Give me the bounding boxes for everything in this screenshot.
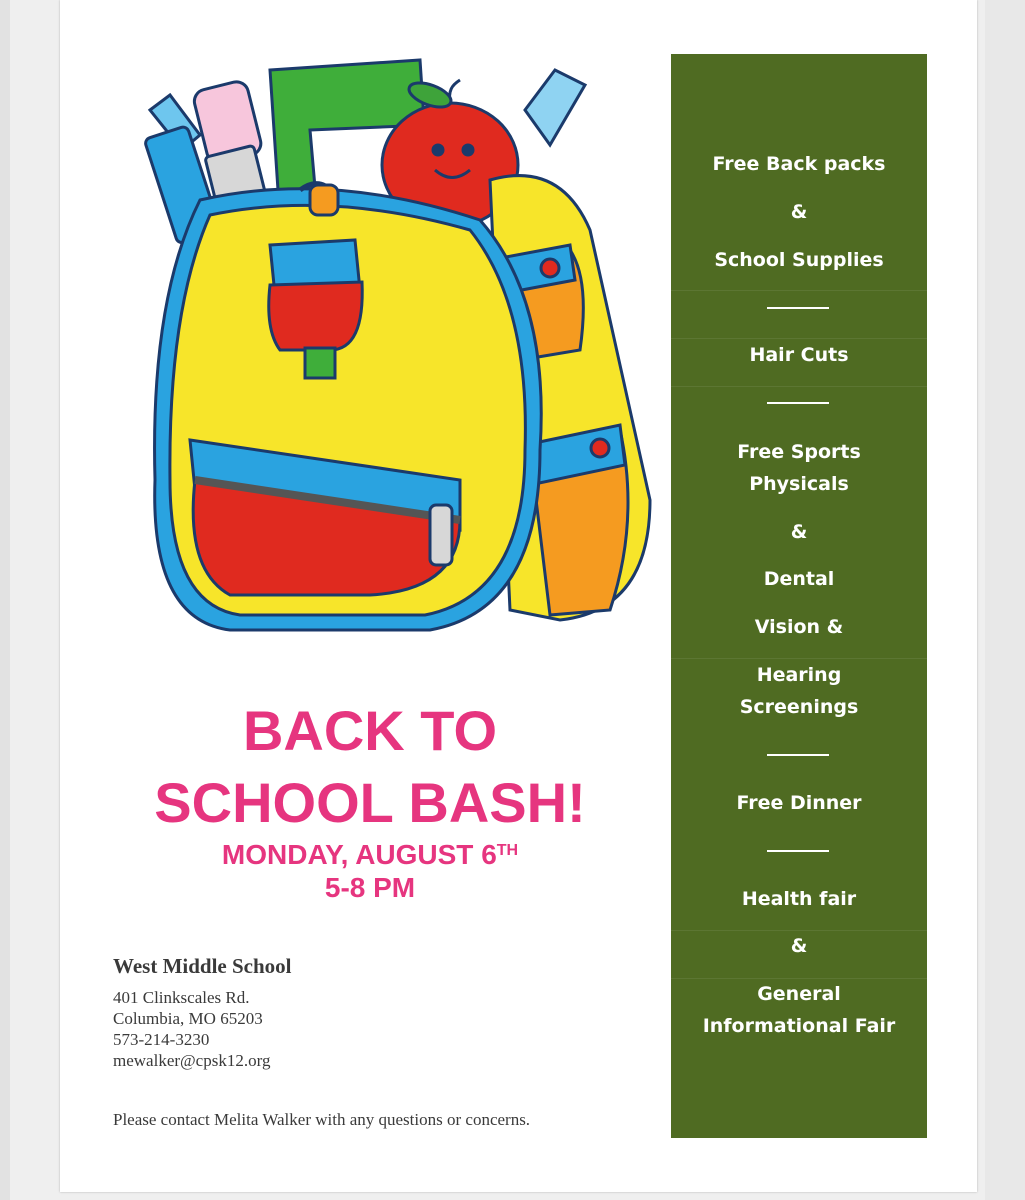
event-date-text: MONDAY, AUGUST 6 — [221, 839, 497, 870]
venue-info — [113, 953, 613, 1071]
offerings-panel — [671, 54, 927, 1138]
offering-health-fair: Health fair — [741, 888, 857, 910]
panel-divider — [671, 978, 927, 979]
section-rule — [767, 754, 829, 756]
section-rule — [767, 307, 829, 309]
backpack-illustration — [130, 50, 670, 650]
offering-hearing-2: Screenings — [739, 696, 859, 718]
ruler — [525, 70, 585, 145]
venue-address-line-2: Columbia, MO 65203 — [113, 1009, 263, 1028]
panel-divider — [671, 338, 927, 339]
panel-divider — [671, 658, 927, 659]
contact-note: Please contact Melita Walker with any questions or concerns. — [113, 1110, 531, 1129]
headline-line-2: SCHOOL BASH! — [154, 771, 586, 834]
offering-supplies: School Supplies — [714, 249, 884, 271]
section-rule — [767, 402, 829, 404]
event-date — [90, 838, 650, 872]
panel-divider — [671, 930, 927, 931]
venue-address-line-1: 401 Clinkscales Rd. — [113, 988, 250, 1007]
background-edge-left — [0, 0, 10, 1200]
offering-general-1: General — [757, 983, 841, 1005]
panel-divider — [671, 290, 927, 291]
venue-phone: 573-214-3230 — [113, 1030, 210, 1049]
venue-name: West Middle School — [113, 954, 292, 978]
backpack-body — [155, 184, 542, 630]
venue-email[interactable]: mewalker@cpsk12.org — [113, 1051, 271, 1070]
headline-line-1: BACK TO — [242, 699, 498, 762]
section-rule — [767, 850, 829, 852]
offering-general-2: Informational Fair — [702, 1015, 896, 1037]
offering-dental: Dental — [763, 568, 835, 590]
offering-hearing-1: Hearing — [756, 664, 842, 686]
panel-divider — [671, 386, 927, 387]
offering-ampersand: & — [790, 201, 808, 223]
offering-sports-1: Free Sports — [737, 441, 861, 463]
offering-haircuts: Hair Cuts — [749, 344, 849, 366]
offering-ampersand: & — [790, 521, 808, 543]
offering-sports-2: Physicals — [749, 473, 849, 495]
offering-dinner: Free Dinner — [736, 792, 862, 814]
offering-ampersand: & — [790, 935, 808, 957]
background-edge-right — [985, 0, 1025, 1200]
event-date-suffix: TH — [496, 842, 519, 859]
event-time: 5-8 PM — [324, 872, 416, 903]
offering-backpacks: Free Back packs — [712, 153, 886, 175]
offering-vision: Vision & — [754, 616, 844, 638]
event-headline — [90, 700, 650, 904]
